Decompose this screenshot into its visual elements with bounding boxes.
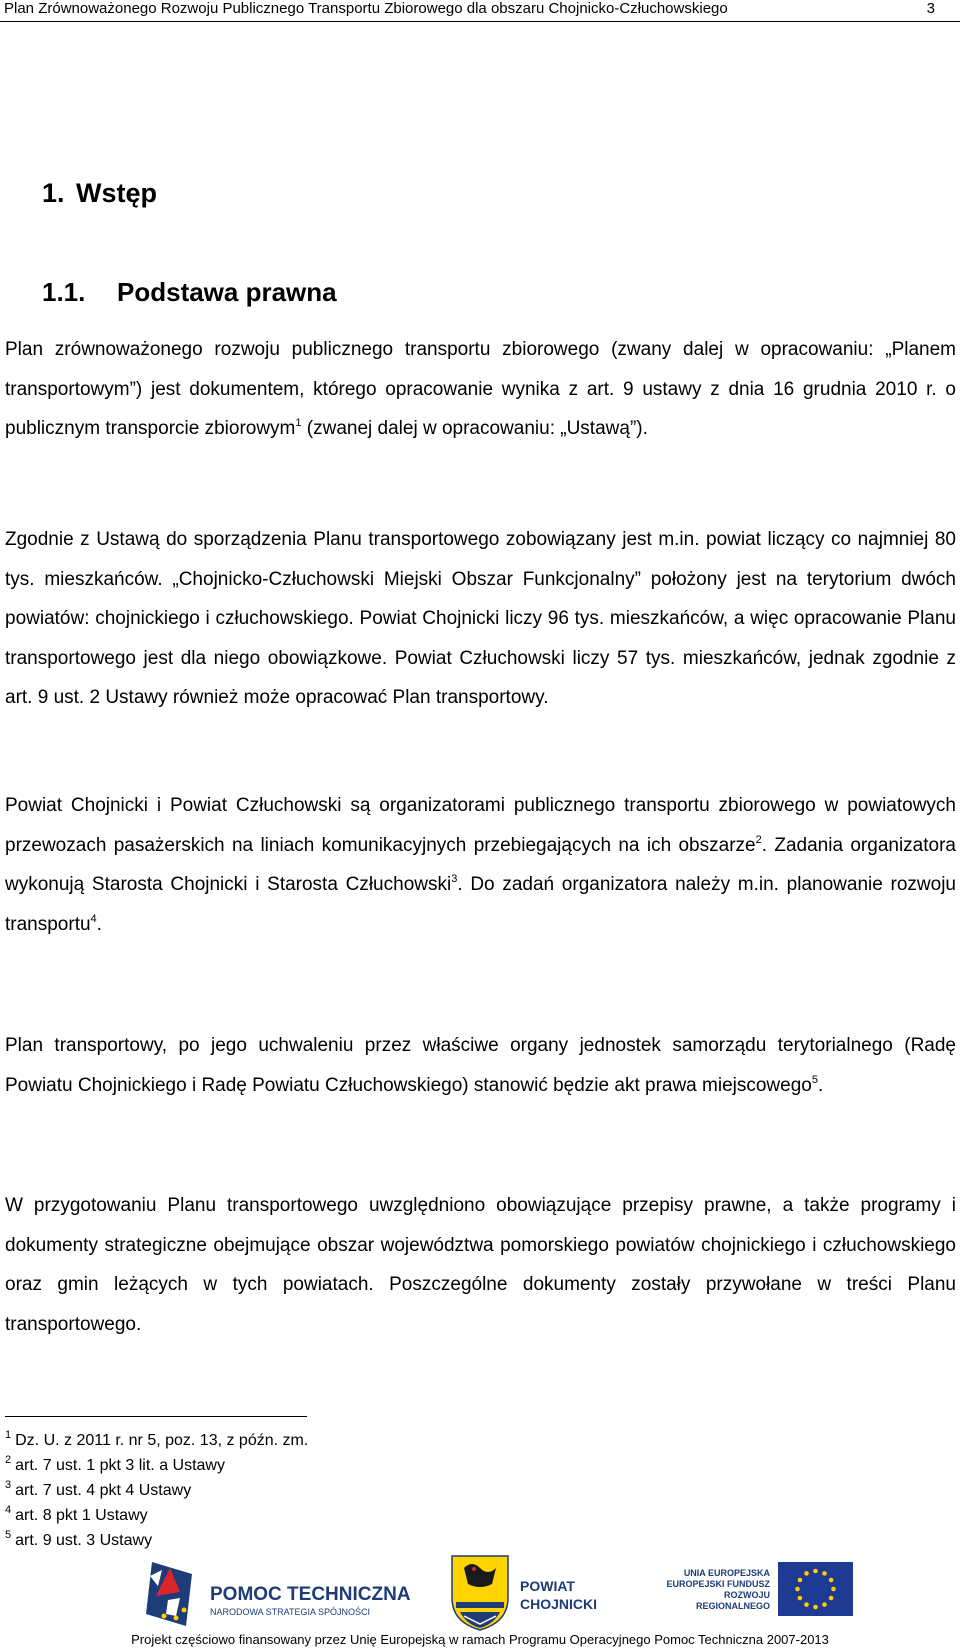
footnote-text: art. 7 ust. 1 pkt 3 lit. a Ustawy bbox=[15, 1457, 225, 1474]
footnote-ref: 4 bbox=[90, 912, 97, 925]
footnote-number: 2 bbox=[5, 1454, 12, 1466]
funding-footer: Projekt częściowo finansowany przez Unię Europejską w ramach Programu Operacyjnego Pomoc Techniczna 2007-2013 bbox=[131, 1632, 829, 1647]
subsection-heading bbox=[42, 277, 337, 308]
paragraph-4 bbox=[5, 1026, 956, 1105]
paragraph-text: Powiat Chojnicki i Powiat Człuchowski są organizatorami publicznego transportu zbiorowego w powiatowych przewozach pasażerskich na liniach komunikacyjnych przebiegających na ich obszarze bbox=[5, 795, 956, 856]
footnote-ref: 3 bbox=[451, 873, 458, 885]
footnote-number: 3 bbox=[5, 1479, 12, 1491]
page-number: 3 bbox=[926, 0, 935, 17]
paragraph-2: Zgodnie z Ustawą do sporządzenia Planu transportowego zobowiązany jest m.in. powiat liczący co najmniej 80 tys. mieszkańców. „Chojnicko-Człuchowski Miejski Obszar Funkcjonalny” położony jest na terytorium dwóch powiatów: chojnickiego i człuchowskiego. Powiat Chojnicki liczy 96 tys. mieszkańców, a więc opracowanie Planu transportowego jest dla niego obowiązkowe. Powiat Człuchowski liczy 57 tys. mieszkańców, jednak zgodnie z art. 9 ust. 2 Ustawy również może opracować Plan transportowy. bbox=[5, 529, 956, 708]
page-header bbox=[0, 0, 960, 22]
pomoc-techniczna-name: POMOC TECHNICZNA bbox=[210, 1584, 411, 1605]
paragraph-text: Plan transportowy, po jego uchwaleniu przez właściwe organy jednostek samorządu terytorialnego (Radę Powiatu Chojnickiego i Radę Powiatu Człuchowskiego) stanowić będzie akt prawa miejscowego bbox=[5, 1035, 956, 1096]
footnote-ref: 1 bbox=[295, 417, 302, 429]
section-number: 1. bbox=[42, 178, 65, 208]
footnote-item bbox=[5, 1428, 308, 1453]
footnote-text: art. 8 pkt 1 Ustawy bbox=[15, 1507, 148, 1524]
pomoc-techniczna-mark-icon bbox=[140, 1556, 202, 1632]
pomoc-techniczna-logo bbox=[140, 1556, 411, 1632]
powiat-name-line1: POWIAT bbox=[520, 1578, 575, 1594]
section-heading bbox=[42, 178, 157, 209]
footnote-list bbox=[5, 1428, 308, 1553]
footnote-item bbox=[5, 1453, 308, 1478]
footnote-number: 1 bbox=[5, 1429, 12, 1441]
subsection-title: Podstawa prawna bbox=[117, 277, 337, 307]
eu-line3: ROZWOJU REGIONALNEGO bbox=[695, 1590, 770, 1611]
footnote-number: 5 bbox=[5, 1529, 12, 1541]
footnote-ref: 5 bbox=[811, 1073, 818, 1086]
logo-bar bbox=[0, 1552, 960, 1634]
footnote-text: art. 9 ust. 3 Ustawy bbox=[15, 1532, 153, 1549]
pomoc-techniczna-subtitle: NARODOWA STRATEGIA SPÓJNOŚCI bbox=[210, 1607, 371, 1617]
subsection-number: 1.1. bbox=[42, 277, 86, 307]
powiat-name-line2: CHOJNICKI bbox=[520, 1596, 598, 1612]
powiat-chojnicki-logo bbox=[450, 1554, 630, 1632]
eu-logo bbox=[650, 1562, 855, 1624]
footnote-text: art. 7 ust. 4 pkt 4 Ustawy bbox=[15, 1482, 192, 1499]
paragraph-text: . Do zadań organizatora należy m.in. planowanie rozwoju transportu bbox=[5, 874, 956, 935]
eu-flag-icon bbox=[778, 1562, 853, 1616]
paragraph-text: . Zadania organizatora wykonują Starosta Chojnicki i Starosta Człuchowski bbox=[5, 834, 956, 895]
paragraph-text: . bbox=[96, 913, 102, 935]
paragraph-3 bbox=[5, 786, 956, 944]
paragraph-1 bbox=[5, 330, 956, 449]
paragraph-text: (zwanej dalej w opracowaniu: „Ustawą”). bbox=[301, 418, 648, 439]
eu-line1: UNIA EUROPEJSKA bbox=[683, 1568, 770, 1578]
paragraph-text: Plan zrównoważonego rozwoju publicznego transportu zbiorowego (zwany dalej w opracowaniu: „Planem transportowym”) jest dokumentem, którego opracowanie wynika z art. 9 ustawy z dnia 16 grudnia 2010 r. o publicznym transporcie zbiorowym bbox=[5, 339, 956, 439]
footnote-item bbox=[5, 1478, 308, 1503]
footnote-separator bbox=[5, 1416, 307, 1417]
footnote-text: Dz. U. z 2011 r. nr 5, poz. 13, z późn. zm. bbox=[15, 1432, 309, 1449]
footnote-item bbox=[5, 1503, 308, 1528]
footnote-ref: 2 bbox=[755, 833, 762, 846]
footnote-item bbox=[5, 1528, 308, 1553]
coat-of-arms-icon bbox=[450, 1554, 510, 1632]
document-title: Plan Zrównoważonego Rozwoju Publicznego Transportu Zbiorowego dla obszaru Chojnicko-Człuchowskiego bbox=[4, 0, 728, 17]
eu-line2: EUROPEJSKI FUNDUSZ bbox=[666, 1579, 770, 1589]
section-title: Wstęp bbox=[76, 178, 157, 208]
paragraph-text: . bbox=[817, 1074, 824, 1096]
eu-text bbox=[650, 1568, 770, 1612]
footnote-number: 4 bbox=[5, 1504, 12, 1516]
paragraph-5: W przygotowaniu Planu transportowego uwzględniono obowiązujące przepisy prawne, a także programy i dokumenty strategiczne obejmujące obszar województwa pomorskiego powiatów chojnickiego i człuchowskiego oraz gmin leżących w tych powiatach. Poszczególne dokumenty zostały przywołane w treści Planu transportowego. bbox=[5, 1195, 956, 1335]
